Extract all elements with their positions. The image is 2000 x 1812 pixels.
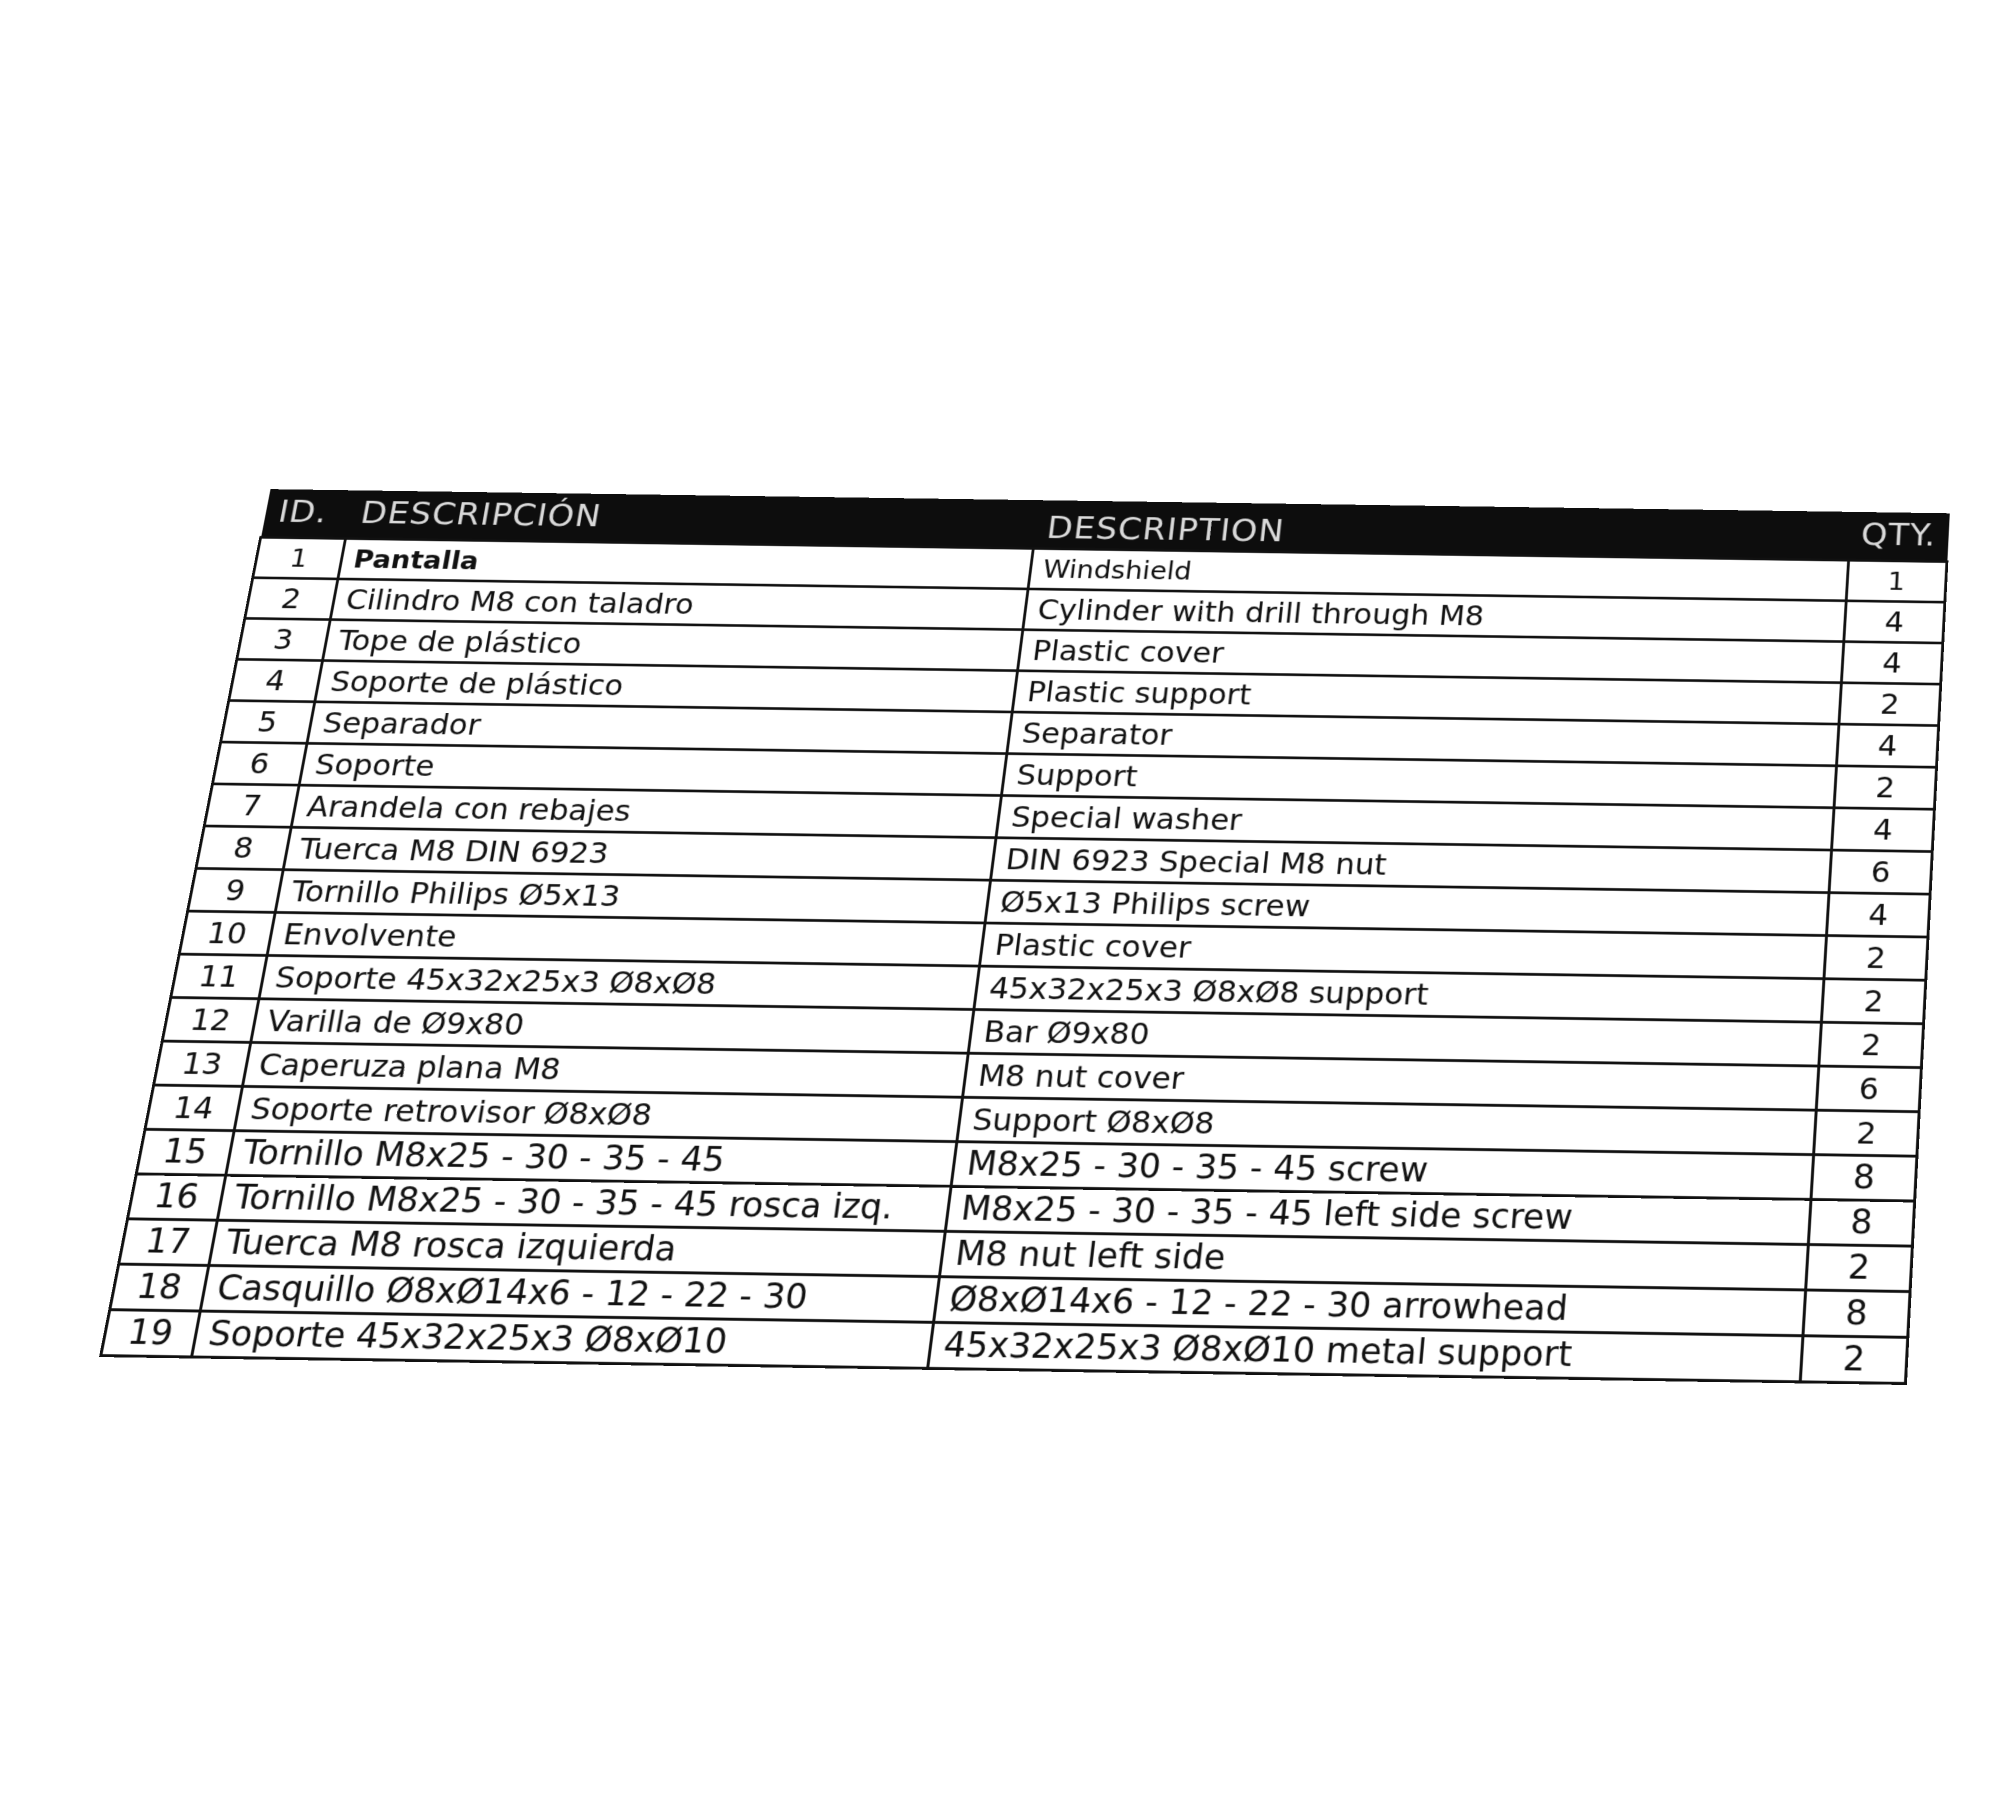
- row-qty: 2: [1824, 935, 1928, 980]
- row-description-es: Separador: [307, 701, 1012, 753]
- row-description-es: Varilla de Ø9x80: [250, 998, 973, 1052]
- row-id: 5: [221, 700, 315, 743]
- row-description-en: M8x25 - 30 - 35 - 45 left side screw: [945, 1186, 1811, 1244]
- row-description-en: Ø5x13 Philips screw: [985, 880, 1829, 935]
- row-qty: 2: [1800, 1335, 1908, 1383]
- row-description-en: DIN 6923 Special M8 nut: [990, 837, 1831, 892]
- row-description-es: Soporte: [299, 743, 1007, 795]
- header-qty: QTY.: [1859, 517, 1938, 554]
- row-description-es: Tuerca M8 DIN 6923: [283, 827, 996, 880]
- row-description-es: Soporte 45x32x25x3 Ø8xØ8: [259, 955, 980, 1009]
- row-id: 3: [237, 618, 330, 660]
- row-id: 13: [154, 1041, 251, 1086]
- row-description-en: Separator: [1007, 712, 1839, 766]
- row-description-es: Caperuza plana M8: [242, 1042, 968, 1097]
- row-id: 9: [188, 868, 283, 912]
- row-qty: 4: [1831, 807, 1934, 851]
- parts-table: [99, 489, 1951, 1384]
- row-id: 6: [213, 742, 307, 785]
- row-description-en: Plastic support: [1012, 670, 1841, 723]
- row-id: 15: [136, 1129, 233, 1175]
- row-qty: 2: [1821, 978, 1926, 1023]
- row-qty: 4: [1826, 892, 1930, 936]
- row-qty: 2: [1813, 1110, 1919, 1156]
- row-id: 7: [204, 783, 298, 826]
- row-id: 14: [145, 1085, 242, 1131]
- row-id: 16: [128, 1173, 226, 1219]
- row-description-en: M8 nut cover: [962, 1053, 1818, 1110]
- row-qty: 4: [1836, 724, 1938, 767]
- row-qty: 2: [1819, 1022, 1924, 1067]
- row-id: 8: [196, 826, 291, 870]
- row-description-en: Plastic cover: [1017, 629, 1843, 682]
- row-description-en: Plastic cover: [979, 923, 1826, 979]
- row-description-en: Special washer: [996, 795, 1834, 850]
- row-id: 10: [179, 911, 275, 955]
- row-qty: 2: [1834, 765, 1937, 808]
- row-description-en: Support: [1001, 753, 1836, 807]
- row-description-es: Casquillo Ø8xØ14x6 - 12 - 22 - 30: [200, 1265, 939, 1322]
- row-qty: 2: [1805, 1244, 1912, 1291]
- header-description: DESCRIPTION: [1044, 510, 1287, 549]
- row-description-en: 45x32x25x3 Ø8xØ10 metal support: [927, 1322, 1802, 1382]
- row-qty: 4: [1841, 641, 1943, 684]
- row-description-en: 45x32x25x3 Ø8xØ8 support: [974, 966, 1824, 1022]
- row-id: 12: [162, 997, 258, 1042]
- row-qty: 8: [1803, 1289, 1910, 1336]
- row-qty: 2: [1839, 682, 1941, 725]
- row-id: 11: [171, 954, 267, 999]
- row-description-es: Envolvente: [267, 912, 985, 966]
- row-description-es: Soporte de plástico: [314, 660, 1017, 711]
- row-id: 2: [245, 577, 338, 619]
- header-id: ID.: [275, 494, 332, 531]
- row-id: 4: [229, 659, 322, 701]
- row-description-en: Bar Ø9x80: [968, 1009, 1821, 1066]
- row-description-es: Soporte 45x32x25x3 Ø8xØ10: [191, 1311, 933, 1368]
- row-description-en: Ø8xØ14x6 - 12 - 22 - 30 arrowhead: [933, 1276, 1805, 1335]
- row-description-es: Tornillo M8x25 - 30 - 35 - 45: [225, 1130, 956, 1186]
- row-id: 1: [253, 537, 345, 579]
- row-description-en: M8x25 - 30 - 35 - 45 screw: [951, 1141, 1813, 1199]
- row-qty: 1: [1846, 560, 1947, 602]
- row-qty: 6: [1816, 1066, 1921, 1112]
- row-description-es: Pantalla: [338, 538, 1034, 588]
- row-qty: 6: [1829, 850, 1933, 894]
- row-description-es: Arandela con rebajes: [291, 785, 1001, 838]
- row-description-en: Support Ø8xØ8: [957, 1097, 1816, 1154]
- row-description-es: Tope de plástico: [322, 619, 1022, 670]
- row-description-es: Tornillo Philips Ø5x13: [275, 869, 990, 922]
- row-description-en: Cylinder with drill through M8: [1023, 588, 1846, 641]
- header-descripcion: DESCRIPCIÓN: [357, 495, 604, 535]
- row-description-es: Tornillo M8x25 - 30 - 35 - 45 rosca izq.: [217, 1175, 951, 1231]
- row-id: 18: [110, 1264, 209, 1311]
- row-description-en: M8 nut left side: [939, 1231, 1808, 1290]
- row-qty: 8: [1811, 1154, 1917, 1200]
- row-qty: 8: [1808, 1199, 1915, 1246]
- row-id: 17: [119, 1218, 217, 1265]
- row-qty: 4: [1844, 600, 1945, 642]
- row-description-es: Soporte retrovisor Ø8xØ8: [234, 1086, 963, 1141]
- parts-list-sheet: [99, 489, 1951, 1384]
- row-description-es: Cilindro M8 con taladro: [330, 578, 1028, 629]
- row-description-en: Windshield: [1028, 548, 1848, 600]
- row-description-es: Tuerca M8 rosca izquierda: [208, 1220, 945, 1276]
- table-body: [101, 537, 1947, 1383]
- row-id: 19: [101, 1309, 200, 1356]
